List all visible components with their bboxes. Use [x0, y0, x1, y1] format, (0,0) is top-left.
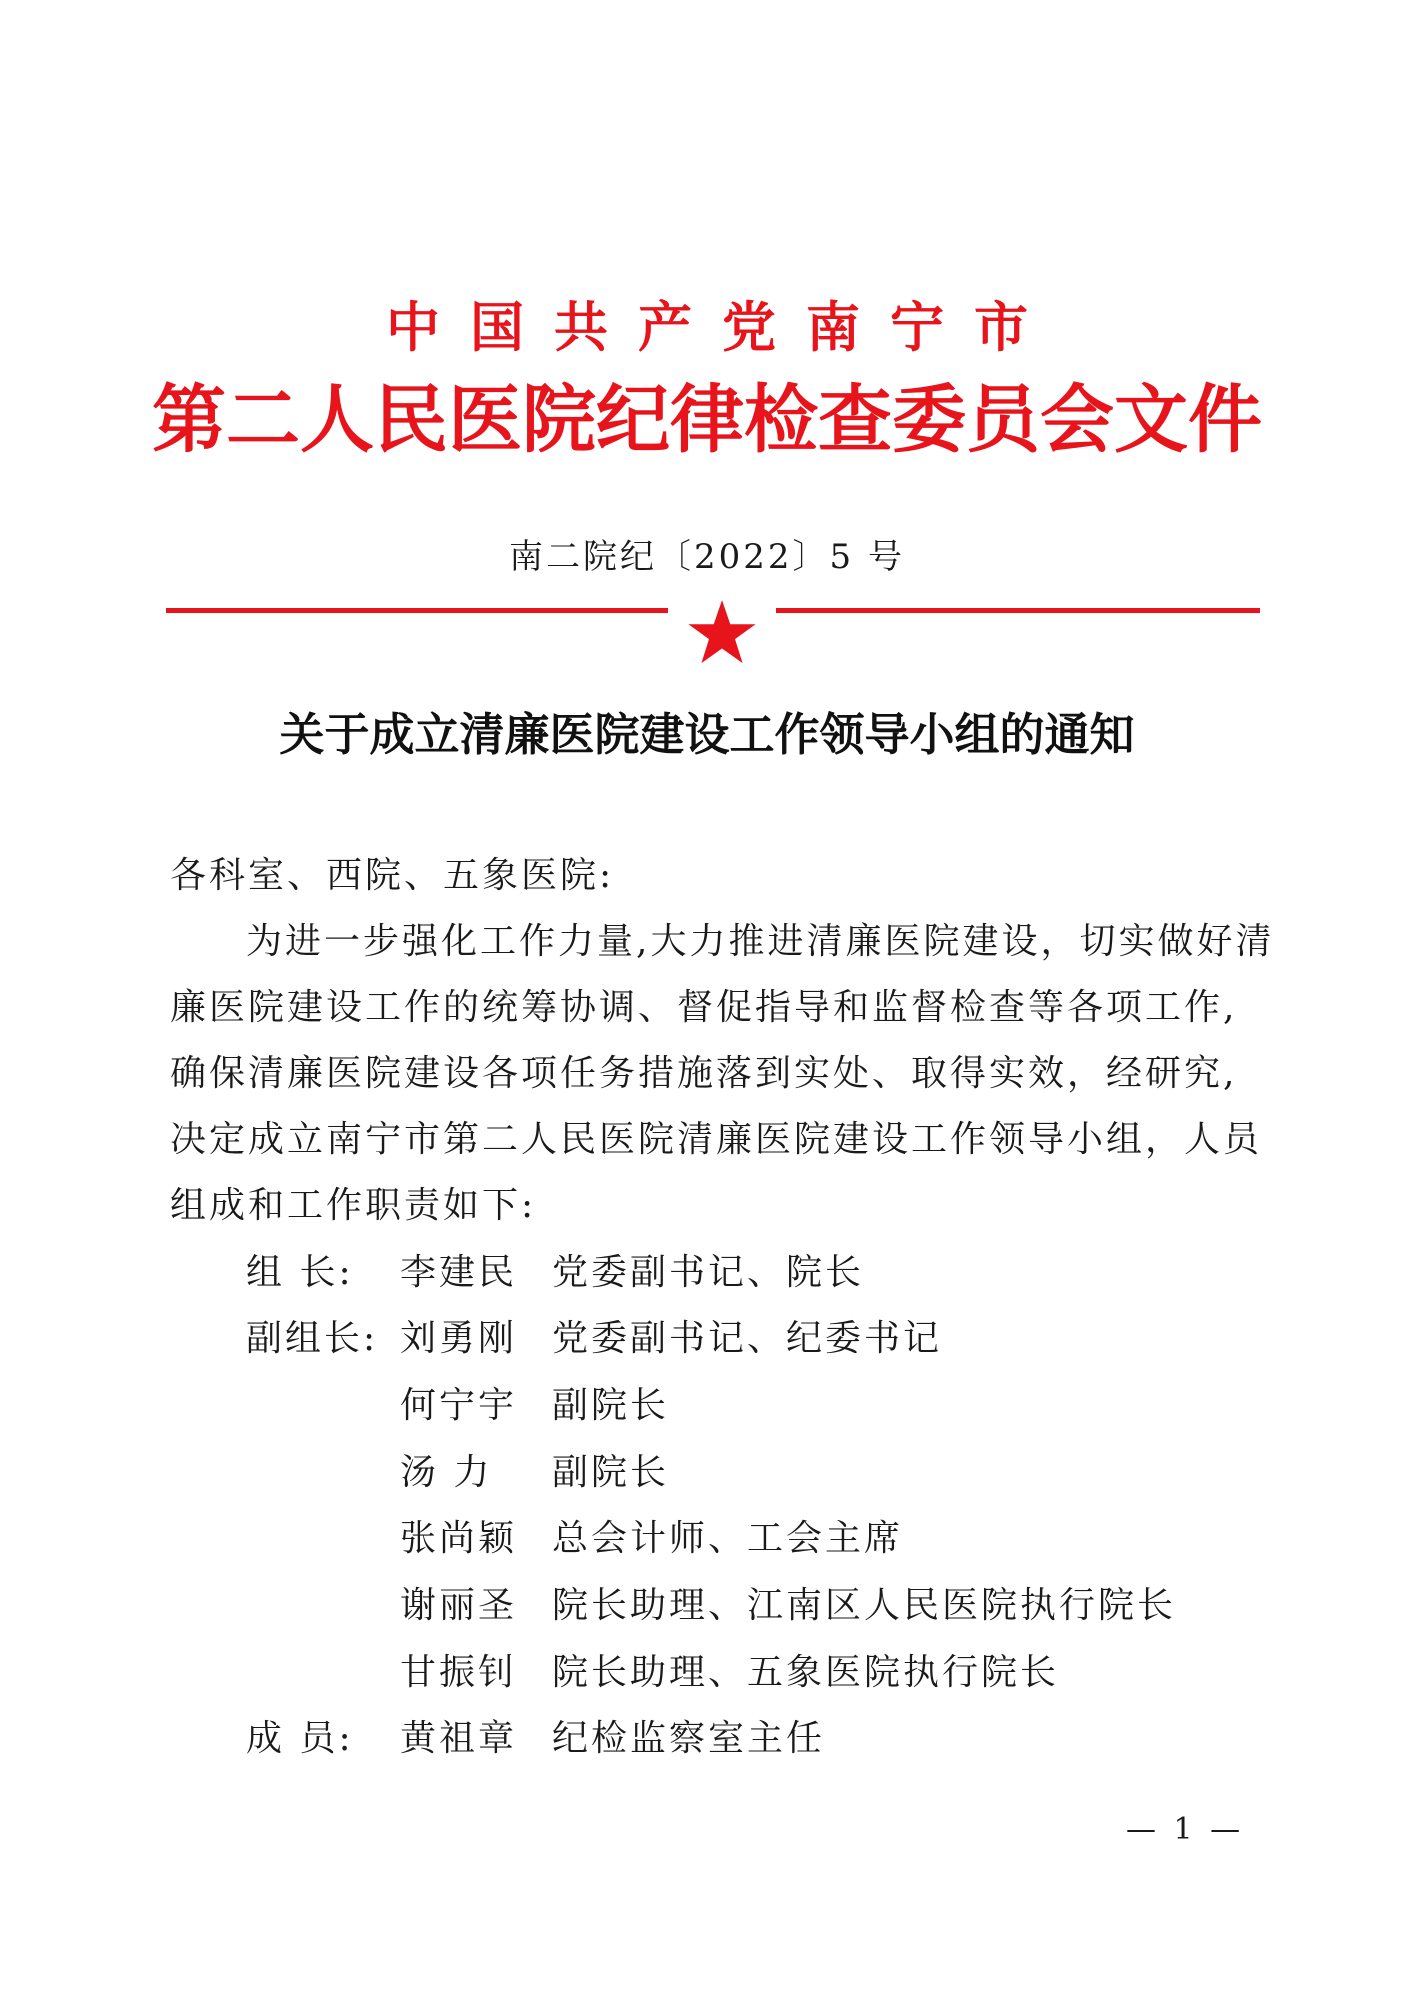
salutation: 各科室、西院、五象医院: — [170, 855, 615, 896]
red-divider-right — [776, 608, 1260, 613]
member-role: 成 员: — [246, 1718, 354, 1759]
member-title: 纪检监察室主任 — [552, 1718, 826, 1759]
member-name: 谢丽圣 — [400, 1585, 518, 1626]
member-name: 李建民 — [400, 1252, 518, 1293]
star-icon — [687, 598, 757, 666]
member-name: 汤 力 — [400, 1452, 493, 1493]
member-name: 张尚颖 — [400, 1518, 518, 1559]
member-title: 副院长 — [552, 1385, 670, 1426]
member-title: 院长助理、五象医院执行院长 — [552, 1652, 1060, 1693]
member-name: 甘振钊 — [400, 1652, 518, 1693]
page-number: — 1 — — [1126, 1812, 1245, 1847]
paragraph-line: 为进一步强化工作力量,大力推进清廉医院建设，切实做好清 — [246, 921, 1275, 962]
paragraph-line: 组成和工作职责如下: — [170, 1185, 537, 1226]
issuer-line-2: 第二人民医院纪律检查委员会文件 — [152, 377, 1262, 463]
paragraph-line: 确保清廉医院建设各项任务措施落到实处、取得实效，经研究, — [170, 1053, 1238, 1094]
member-title: 院长助理、江南区人民医院执行院长 — [552, 1585, 1177, 1626]
member-title: 总会计师、工会主席 — [552, 1518, 904, 1559]
red-divider-left — [166, 608, 668, 613]
paragraph-line: 决定成立南宁市第二人民医院清廉医院建设工作领导小组，人员 — [170, 1119, 1263, 1160]
member-role: 组 长: — [246, 1252, 354, 1293]
member-title: 党委副书记、纪委书记 — [552, 1318, 943, 1359]
paragraph-line: 廉医院建设工作的统筹协调、督促指导和监督检查等各项工作, — [170, 987, 1238, 1028]
member-name: 何宁宇 — [400, 1385, 518, 1426]
member-title: 党委副书记、院长 — [552, 1252, 865, 1293]
notice-title: 关于成立清廉医院建设工作领导小组的通知 — [279, 708, 1135, 761]
member-title: 副院长 — [552, 1452, 670, 1493]
issuer-line-1: 中国共产党南宁市 — [386, 295, 1058, 359]
member-name: 黄祖章 — [400, 1718, 518, 1759]
document-number: 南二院纪〔2022〕5 号 — [509, 537, 905, 577]
member-role: 副组长: — [246, 1318, 379, 1359]
member-name: 刘勇刚 — [400, 1318, 518, 1359]
